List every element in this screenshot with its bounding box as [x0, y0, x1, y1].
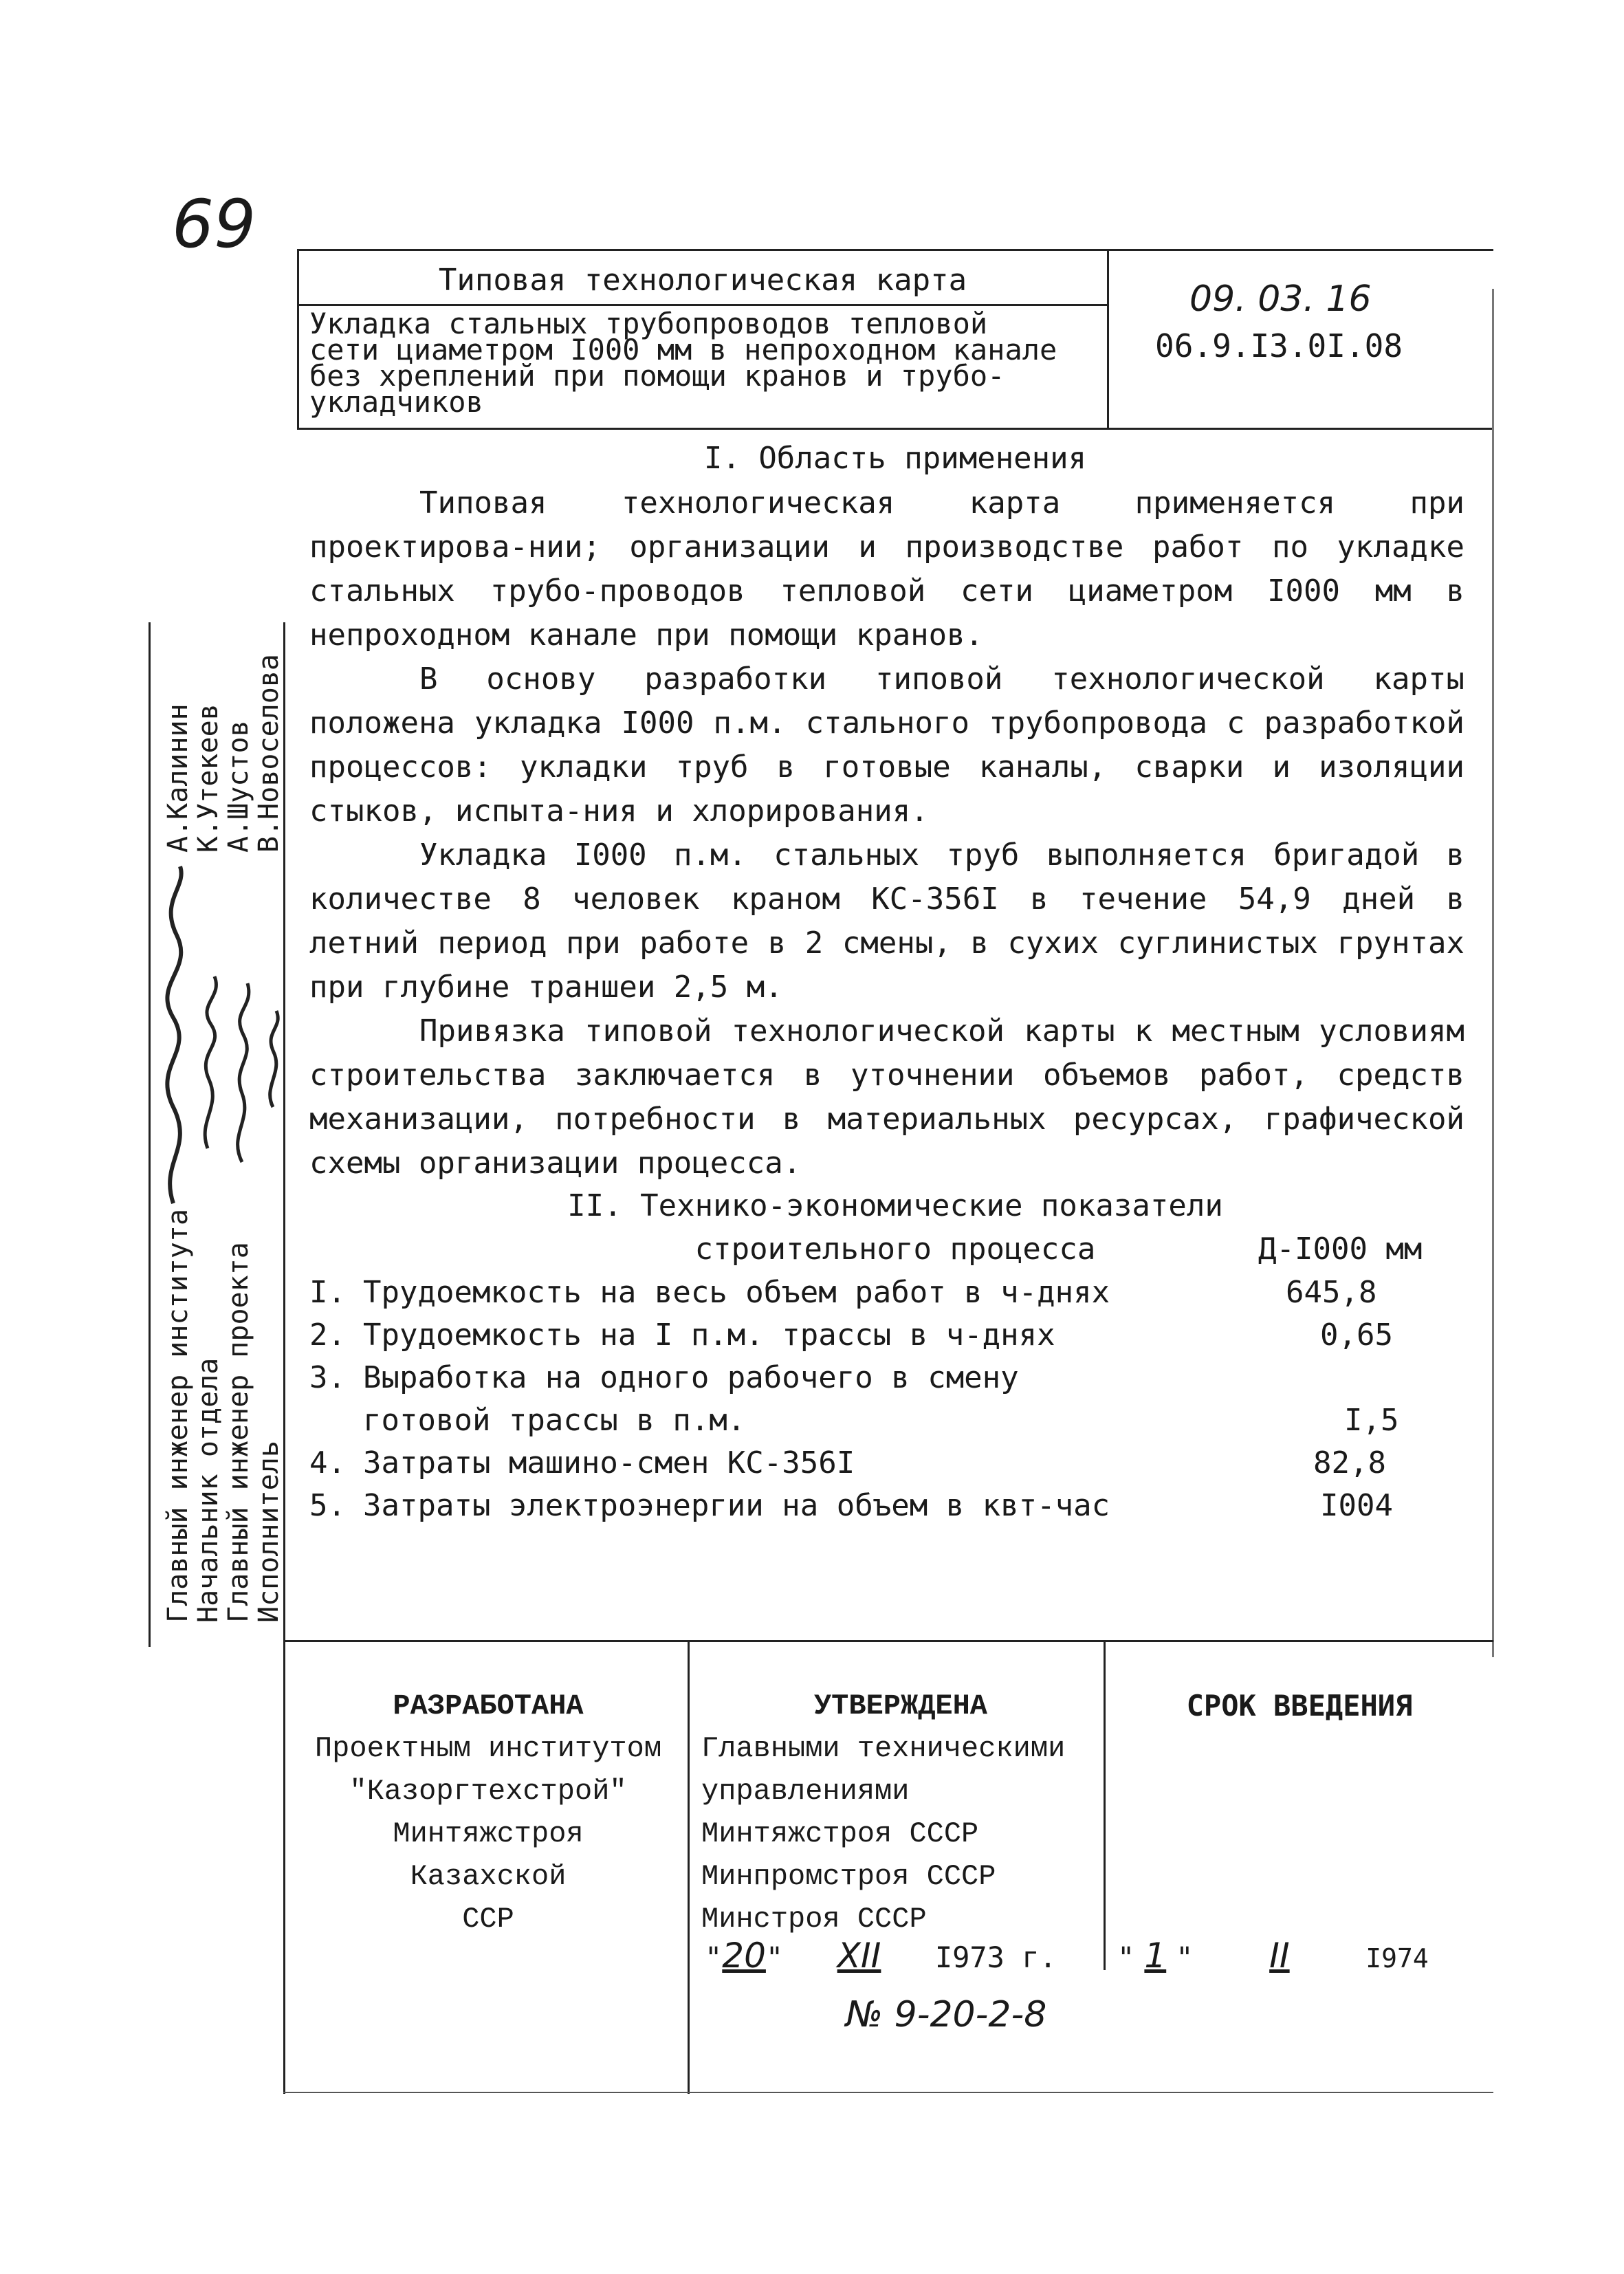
footer-divider-1	[688, 1640, 690, 2094]
row-label: Затраты машино-смен КС-356I	[363, 1445, 855, 1480]
card-title-line: укладчиков	[309, 385, 483, 419]
developed-line: "Казоргтехстрой"	[349, 1775, 627, 1808]
row-label: Трудоемкость на I п.м. трассы в ч-днях	[363, 1318, 1055, 1353]
unit-header: Д-I000 мм	[1258, 1232, 1423, 1267]
section1-heading: I. Область применения	[703, 441, 1087, 476]
header-mid-line	[297, 304, 1108, 306]
row-number: 4.	[309, 1445, 346, 1480]
signature-role: Начальник отдела	[193, 1357, 224, 1623]
signature-scribble	[167, 866, 181, 1203]
footer-bottom-line	[283, 2092, 1493, 2093]
approved-line: управлениями	[701, 1775, 910, 1808]
header-bottom-line	[297, 428, 1493, 430]
card-title-line: Укладка стальных трубопроводов тепловой	[309, 307, 988, 340]
developed-line: Минтяжстроя	[393, 1817, 584, 1850]
developed-line: Проектным институтом	[314, 1732, 662, 1765]
effective-date-day: 1	[1144, 1936, 1167, 1976]
card-code: 06.9.I3.0I.08	[1155, 327, 1403, 364]
signature-name: К.Утекеев	[193, 703, 224, 853]
row-value: 82,8	[1313, 1445, 1386, 1480]
section1-paragraph: Привязка типовой технологической карты к местным условиям строительства заключается в уточнении объемов работ, средств механизации, потребности в материальных ресурсах, графической схемы организации процесса.	[309, 1014, 1464, 1181]
signature-scribble	[205, 976, 216, 1148]
row-value: 645,8	[1286, 1275, 1377, 1310]
row-number: 2.	[309, 1318, 346, 1353]
section1-paragraph: Укладка I000 п.м. стальных труб выполняется бригадой в количестве 8 человек краном КС-356I в течение 54,9 дней в летний период при работе в 2 смены, в сухих суглинистых грунтах при глубине траншеи 2,5 м.	[309, 838, 1464, 1005]
right-border-line	[1492, 289, 1494, 1657]
row-value: I004	[1320, 1488, 1393, 1523]
approved-line: Минпромстроя СССР	[701, 1860, 996, 1893]
row-number: I.	[309, 1275, 346, 1310]
row-value: 0,65	[1320, 1318, 1393, 1353]
approved-block	[701, 1685, 1100, 1940]
approved-heading: УТВЕРЖДЕНА	[813, 1690, 988, 1723]
section2-subheading: строительного процесса	[694, 1232, 1096, 1267]
signature-name: В.Новоселова	[253, 654, 285, 853]
row-number: 5.	[309, 1488, 346, 1523]
card-code-handwritten: 09. 03. 16	[1189, 278, 1372, 320]
header-top-line	[297, 249, 1493, 251]
row-number: 3.	[309, 1360, 346, 1395]
effective-date-year: I974	[1365, 1943, 1429, 1974]
section2-heading: II. Технико-экономические показатели	[567, 1188, 1223, 1223]
approval-number: № 9-20-2-8	[846, 1994, 1047, 2035]
card-title-line: без хреплений при помощи кранов и трубо-	[309, 359, 1005, 393]
section1-body	[309, 481, 1464, 1185]
developed-line: Казахской	[410, 1860, 567, 1893]
row-label-cont: готовой трассы в п.м.	[363, 1403, 746, 1438]
handwritten-signatures	[146, 860, 297, 1217]
page-number: 69	[172, 186, 256, 263]
row-label: Выработка на одного рабочего в смену	[363, 1360, 1019, 1395]
approved-line: Минстроя СССР	[701, 1903, 927, 1936]
signature-role: Главный инженер проекта	[223, 1242, 254, 1623]
developed-heading: РАЗРАБОТАНА	[393, 1690, 584, 1723]
row-label: Затраты электроэнергии на объем в квт-час	[363, 1488, 1110, 1523]
approved-date: "20" XII I973 г.	[705, 1936, 1057, 1976]
approved-date-year: I973 г.	[934, 1940, 1057, 1974]
footer-left-line	[283, 1640, 285, 2094]
approved-date-day: 20	[722, 1936, 766, 1976]
developed-line: ССР	[462, 1903, 514, 1936]
effective-heading: СРОК ВВЕДЕНИЯ	[1186, 1689, 1413, 1723]
approved-line: Минтяжстроя СССР	[701, 1817, 979, 1850]
section1-paragraph: В основу разработки типовой технологической карты положена укладка I000 п.м. стального трубопровода с разработкой процессов: укладки труб в готовые каналы, сварки и изоляции стыков, испыта-ния и хлорирования.	[309, 662, 1464, 829]
section1-paragraph: Типовая технологическая карта применяется при проектирова-нии; организации и производстве работ по укладке стальных трубо-проводов тепловой сети циаметром I000 мм в непроходном канале при помощи кранов.	[309, 485, 1464, 653]
signature-role: Главный инженер института	[162, 1208, 194, 1623]
signature-name: А.Шустов	[223, 720, 254, 853]
effective-date-month: II	[1269, 1936, 1290, 1976]
footer-top-line	[283, 1640, 1493, 1642]
signature-scribble	[238, 983, 249, 1162]
card-title-line: сети циаметром I000 мм в непроходном канале	[309, 333, 1057, 367]
approved-line: Главными техническими	[701, 1732, 1066, 1765]
signature-scribble	[270, 1011, 278, 1107]
row-label: Трудоемкость на весь объем работ в ч-днях	[363, 1275, 1110, 1310]
footer-divider-2	[1104, 1640, 1106, 1970]
approved-date-month: XII	[837, 1936, 881, 1976]
row-value: I,5	[1344, 1403, 1399, 1438]
card-title	[309, 307, 1057, 419]
effective-date: " 1 " II I974	[1117, 1936, 1429, 1976]
card-type-title: Типовая технологическая карта	[438, 263, 967, 298]
signature-name: А.Калинин	[162, 703, 194, 853]
developed-block	[289, 1685, 688, 1940]
signature-role: Исполнитель	[253, 1441, 285, 1623]
